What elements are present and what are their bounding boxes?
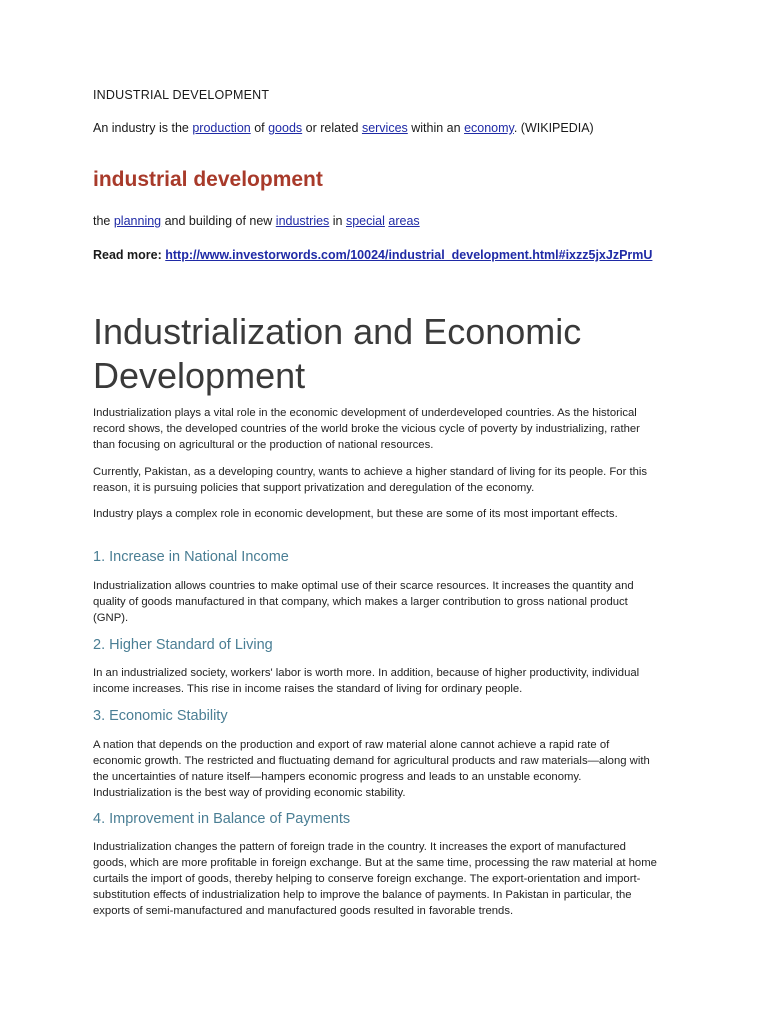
section-text-1: Industrialization allows countries to make optimal use of their scarce resources. It increases the quantity and quality of goods manufactured in that company, which makes a larger contribution to gross national product (GNP). [93, 580, 634, 624]
text-segment: An industry is the [93, 121, 193, 135]
page-title: Industrialization and Economic Development [93, 311, 582, 396]
intro-paragraph-3: Industry plays a complex role in economic development, but these are some of its most important effects. [93, 508, 618, 520]
section-heading-2: 2. Higher Standard of Living [93, 637, 273, 653]
text-segment: in [329, 214, 346, 228]
section-text-3: A nation that depends on the production and export of raw material alone cannot achieve a rapid rate of economic growth. The restricted and fluctuating demand for agricultural products and raw materials—along with the uncertainties of nature itself—hampers economic progress and leads to an unstable economy. Industrialization is the best way of providing economic stability. [93, 739, 650, 799]
section-heading-1: 1. Increase in National Income [93, 549, 289, 565]
link-industries[interactable]: industries [275, 214, 330, 228]
link-planning[interactable]: planning [113, 214, 162, 228]
text-segment: . (WIKIPEDIA) [513, 121, 594, 135]
link-goods[interactable]: goods [268, 121, 303, 135]
text-segment: and building of new [161, 214, 276, 228]
link-economy[interactable]: economy [464, 121, 514, 135]
section-title: INDUSTRIAL DEVELOPMENT [93, 88, 270, 102]
definition-line [93, 121, 594, 135]
link-production[interactable]: production [192, 121, 251, 135]
text-segment: the [93, 214, 114, 228]
planning-line [93, 214, 420, 228]
read-more-line [93, 248, 652, 262]
section-heading-3: 3. Economic Stability [93, 708, 228, 724]
intro-paragraph-2: Currently, Pakistan, as a developing country, wants to achieve a higher standard of living for its people. For this reason, it is pursuing policies that support privatization and deregulation of the economy. [93, 466, 648, 494]
section-heading-4: 4. Improvement in Balance of Payments [93, 811, 351, 827]
section-text-2: In an industrialized society, workers' labor is worth more. In addition, because of higher productivity, individual income increases. This rise in income raises the standard of living for ordinary people. [93, 667, 640, 695]
read-more-label: Read more: [93, 248, 166, 262]
section-text-4: Industrialization changes the pattern of foreign trade in the country. It increases the export of manufactured goods, which are more profitable in foreign exchange. But at the same time, processing the raw material at home curtails the import of goods, thereby helping to conserve foreign exchange. The export-orientation and import-substitution effects of industrialization help to improve the balance of payments. In Pakistan in particular, the exports of semi-manufactured and manufactured goods resulted in favorable trends. [93, 841, 657, 917]
intro-paragraph-1: Industrialization plays a vital role in the economic development of underdeveloped countries. As the historical record shows, the developed countries of the world broke the vicious cycle of poverty by industrializing, rather than focusing on agricultural or the production of national resources. [93, 407, 640, 451]
link-special[interactable]: special [345, 214, 385, 228]
link-services[interactable]: services [361, 121, 408, 135]
text-segment: within an [407, 121, 465, 135]
link-areas[interactable]: areas [388, 214, 420, 228]
text-segment: or related [302, 121, 362, 135]
text-segment: of [250, 121, 269, 135]
read-more-link[interactable]: http://www.investorwords.com/10024/industrial_development.html#ixzz5jxJzPrmU [165, 248, 653, 262]
red-heading: industrial development [93, 168, 323, 191]
